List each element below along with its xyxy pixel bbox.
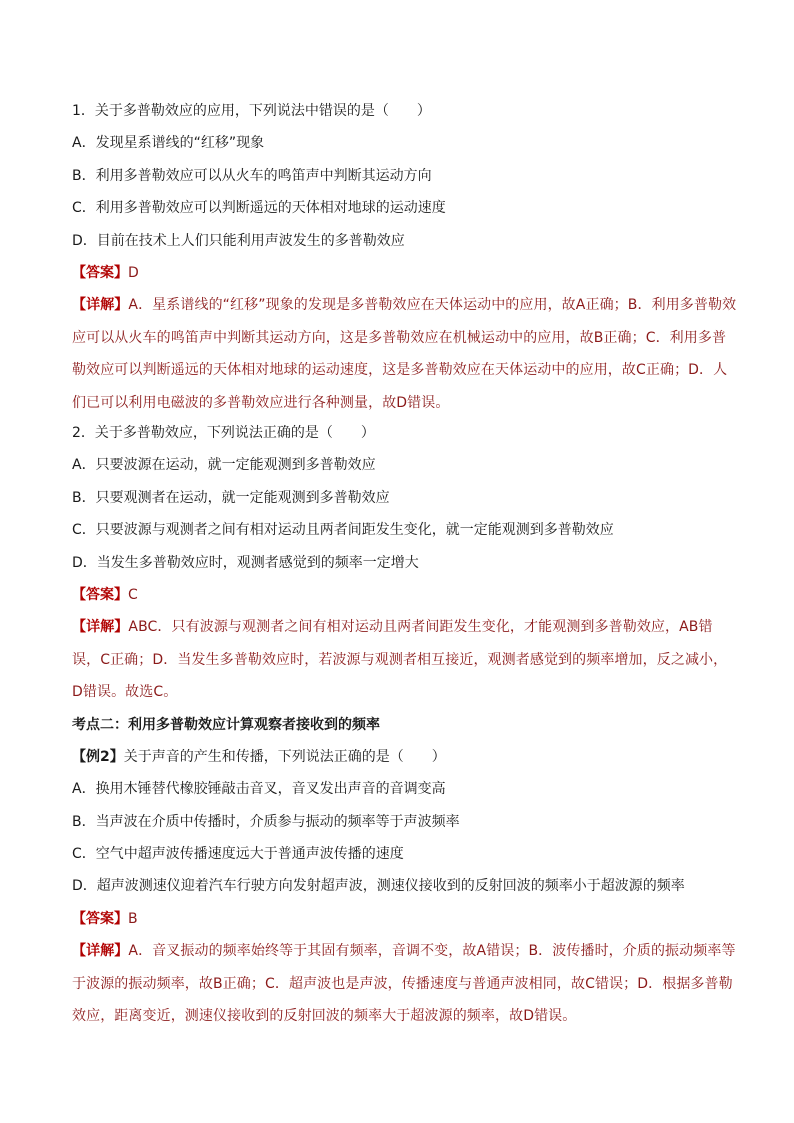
- question-1-answer: [72, 263, 738, 283]
- section-heading: 考点二：利用多普勒效应计算观察者接收到的频率: [72, 716, 380, 733]
- question-2-option-d: D．当发生多普勒效应时，观测者感觉到的频率一定增大: [72, 554, 419, 571]
- question-2-stem: 2．关于多普勒效应，下列说法正确的是（ ）: [72, 424, 375, 441]
- detail-text: ABC．只有波源与观测者之间有相对运动且两者间距发生变化，才能观测到多普勒效应，AB错误，C正确；D．当发生多普勒效应时，若波源与观测者相互接近，观测者感觉到的频率增加，反之减小，D错误。故选C。: [72, 619, 728, 701]
- content: [72, 101, 738, 1032]
- example-2-option-b: B．当声波在介质中传播时，介质参与振动的频率等于声波频率: [72, 813, 460, 830]
- question-2-option-b: B．只要观测者在运动，就一定能观测到多普勒效应: [72, 489, 390, 506]
- detail-text: A．音叉振动的频率始终等于其固有频率，音调不变，故A错误；B．波传播时，介质的振动频率等于波源的振动频率，故B正确；C．超声波也是声波，传播速度与普通声波相同，故C错误；D．根据多普勒效应，距离变近，测速仪接收到的反射回波的频率大于超波源的频率，故D错误。: [72, 943, 736, 1025]
- answer-value: D: [128, 264, 139, 281]
- detail-label: 【详解】: [72, 297, 129, 314]
- detail-text: A．星系谱线的“红移”现象的发现是多普勒效应在天体运动中的应用，故A正确；B．利用多普勒效应可以从火车的鸣笛声中判断其运动方向，这是多普勒效应在机械运动中的应用，故B正确；C．利用多普勒效应可以判断遥远的天体相对地球的运动速度，这是多普勒效应在天体运动中的应用，故C正确；D．人们已可以利用电磁波的多普勒效应进行各种测量，故D错误。: [72, 297, 737, 411]
- answer-label: 【答案】: [72, 910, 128, 927]
- answer-value: B: [128, 910, 138, 927]
- example-stem-text: 关于声音的产生和传播，下列说法正确的是（ ）: [123, 748, 446, 765]
- example-2-option-a: A．换用木锤替代橡胶锤敲击音叉，音叉发出声音的音调变高: [72, 781, 446, 798]
- answer-label: 【答案】: [72, 586, 128, 603]
- detail-label: 【详解】: [72, 619, 129, 636]
- question-1-stem: 1．关于多普勒效应的应用，下列说法中错误的是（ ）: [72, 103, 431, 119]
- question-1-option-a: A．发现星系谱线的“红移”现象: [72, 135, 265, 152]
- question-2-option-a: A．只要波源在运动，就一定能观测到多普勒效应: [72, 457, 376, 474]
- question-1-option-d: D．目前在技术上人们只能利用声波发生的多普勒效应: [72, 232, 405, 249]
- question-1-detail: [72, 289, 738, 419]
- question-2-option-c: C．只要波源与观测者之间有相对运动且两者间距发生变化，就一定能观测到多普勒效应: [72, 522, 614, 539]
- example-2-option-d: D．超声波测速仪迎着汽车行驶方向发射超声波，测速仪接收到的反射回波的频率小于超波源的频率: [72, 878, 685, 895]
- answer-value: C: [128, 586, 138, 603]
- example-2-option-c: C．空气中超声波传播速度远大于普通声波传播的速度: [72, 846, 404, 863]
- detail-label: 【详解】: [72, 943, 129, 960]
- example-2-detail: [72, 935, 738, 1032]
- example-label: 【例2】: [72, 748, 124, 765]
- answer-label: 【答案】: [72, 264, 128, 281]
- question-1-option-c: C．利用多普勒效应可以判断遥远的天体相对地球的运动速度: [72, 200, 446, 217]
- question-2-answer: [72, 585, 738, 605]
- question-1-option-b: B．利用多普勒效应可以从火车的鸣笛声中判断其运动方向: [72, 167, 432, 184]
- example-2-answer: [72, 909, 738, 929]
- example-2-stem: [72, 747, 738, 767]
- question-2-detail: [72, 611, 738, 708]
